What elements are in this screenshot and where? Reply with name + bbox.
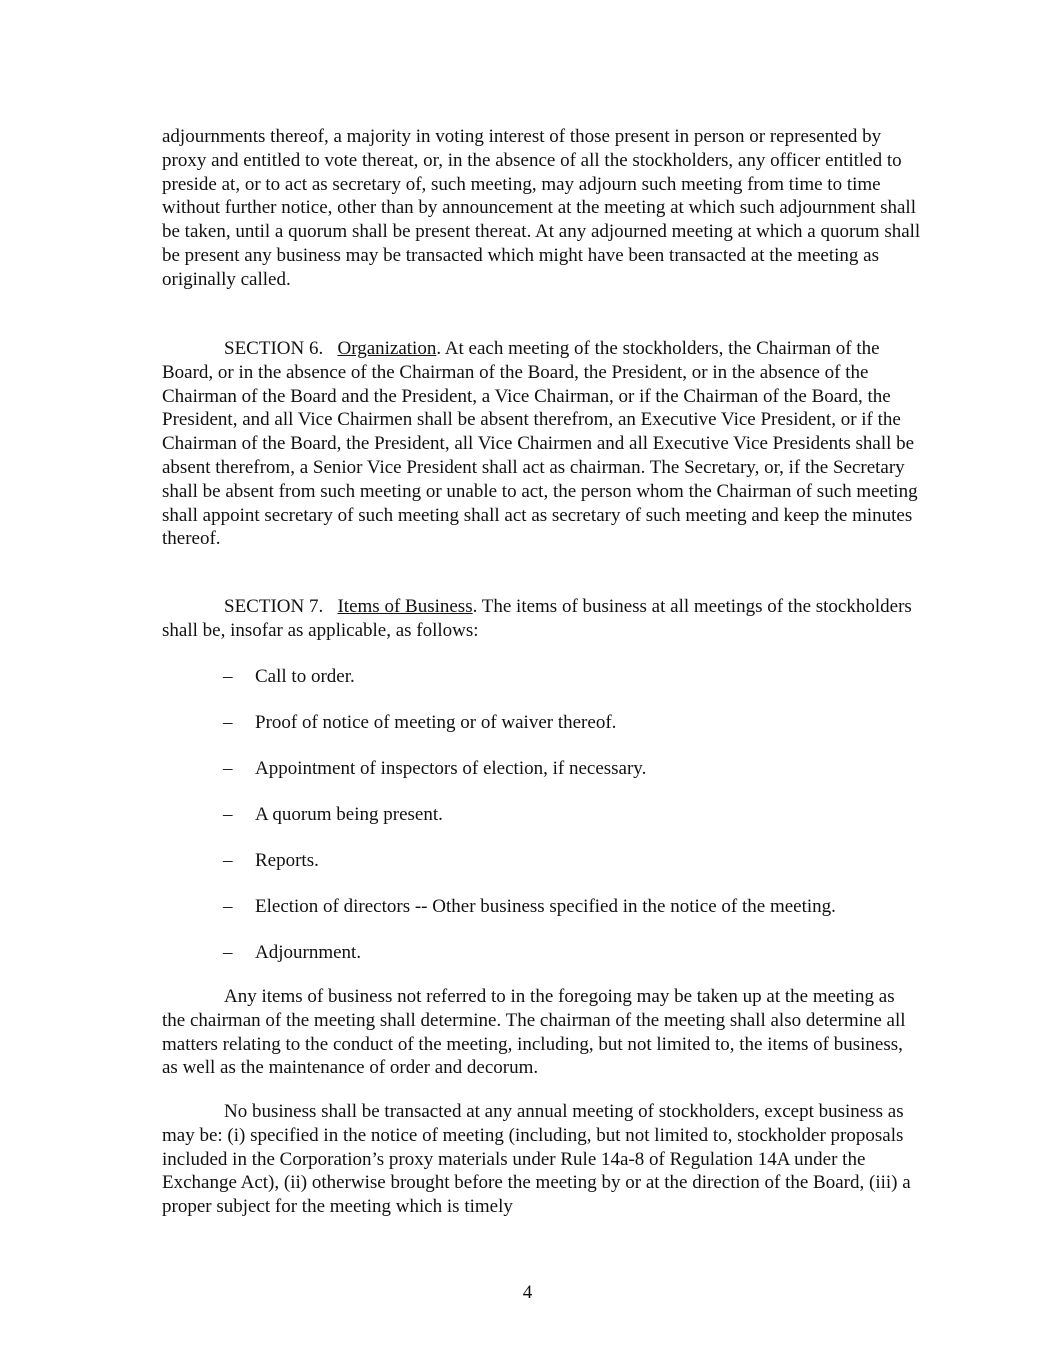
list-item-text: Adjournment. [255,942,362,963]
section-7-body: . The items of business at all meetings of the stockholders shall be, insofar as applicable, as follows: [162,596,912,641]
dash-bullet: – [223,942,233,963]
list-item-reports [223,849,319,873]
list-item-text: Reports. [255,850,319,871]
list-item-proof-of-notice [223,711,616,735]
section-6-paragraph [162,337,922,551]
dash-bullet: – [223,804,233,825]
list-item-text: Call to order. [255,666,355,687]
list-item-call-to-order [223,665,355,689]
list-item-text: A quorum being present. [255,804,443,825]
list-item-text: Election of directors -- Other business specified in the notice of the meeting. [255,896,836,917]
dash-bullet: – [223,758,233,779]
list-item-text: Appointment of inspectors of election, if necessary. [255,758,647,779]
list-item-quorum [223,803,443,827]
section-6-heading: Organization [337,338,437,359]
list-item-adjournment [223,941,361,965]
continuation-paragraph: adjournments thereof, a majority in voting interest of those present in person or represented by proxy and entitled to vote thereat, or, in the absence of all the stockholders, any officer entitled to preside at, or to act as secretary of, such meeting, may adjourn such meeting from time to time without further notice, other than by announcement at the meeting at which such adjournment shall be taken, until a quorum shall be present thereat. At any adjourned meeting at which a quorum shall be present any business may be transacted which might have been transacted at the meeting as originally called. [162,126,921,290]
page-number: 4 [522,1282,533,1303]
section-7-heading: Items of Business [337,596,473,617]
section-6-body: . At each meeting of the stockholders, the Chairman of the Board, or in the absence of the Chairman of the Board, the President, or in the absence of the Chairman of the Board and the President, a Vice Chairman, or if the Chairman of the Board, the President, and all Vice Chairmen shall be absent therefrom, an Executive Vice President, or if the Chairman of the Board, the President, all Vice Chairmen and all Executive Vice Presidents shall be absent therefrom, a Senior Vice President shall act as chairman. The Secretary, or, if the Secretary shall be absent from such meeting or unable to act, the person whom the Chairman of such meeting shall appoint secretary of such meeting shall act as secretary of such meeting and keep the minutes thereof. [162,338,918,550]
section-6-label: SECTION 6. [224,338,324,359]
dash-bullet: – [223,666,233,687]
section-7-label: SECTION 7. [224,596,324,617]
dash-bullet: – [223,850,233,871]
no-business-paragraph: No business shall be transacted at any annual meeting of stockholders, except business as may be: (i) specified in the notice of meeting (including, but not limited to, stockholder proposals included in the Corporation’s proxy materials under Rule 14a-8 of Regulation 14A under the Exchange Act), (ii) otherwise brought before the meeting by or at the direction of the Board, (iii) a proper subject for the meeting which is timely [162,1101,911,1218]
dash-bullet: – [223,712,233,733]
list-item-inspectors [223,757,646,781]
any-items-paragraph: Any items of business not referred to in the foregoing may be taken up at the meeting as the chairman of the meeting shall determine. The chairman of the meeting shall also determine all matters relating to the conduct of the meeting, including, but not limited to, the items of business, as well as the maintenance of order and decorum. [162,986,906,1079]
dash-bullet: – [223,896,233,917]
section-7-paragraph [162,595,922,643]
list-item-election [223,895,836,919]
list-item-text: Proof of notice of meeting or of waiver thereof. [255,712,617,733]
